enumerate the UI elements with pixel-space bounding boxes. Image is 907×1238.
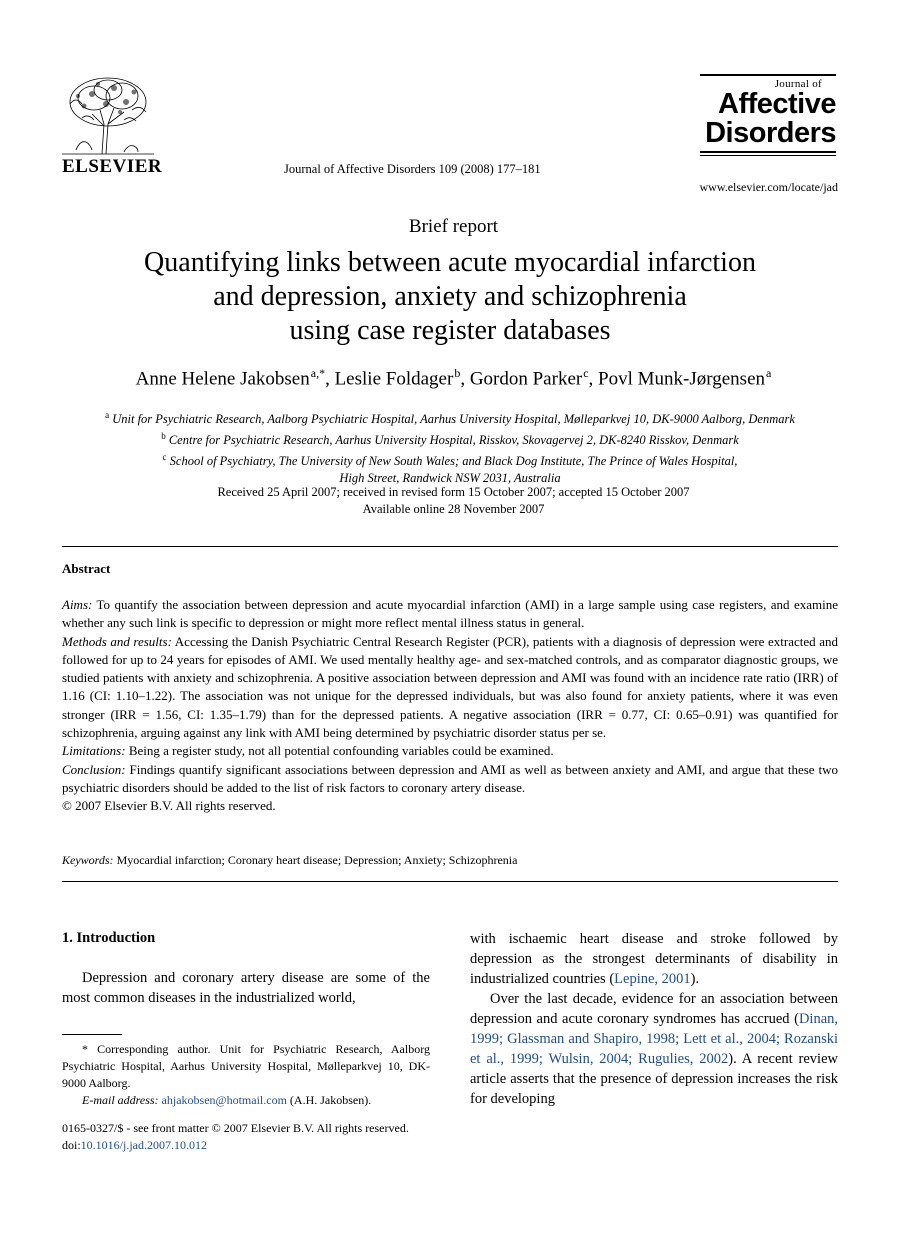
corresponding-author: * Corresponding author. Unit for Psychiatric Research, Aalborg Psychiatric Hospital, Aarhus University Hospital, Mølleparkvej 10, DK-9000 Aalborg. bbox=[62, 1042, 430, 1090]
doi-link[interactable]: 10.1016/j.jad.2007.10.012 bbox=[80, 1138, 207, 1152]
abstract-conclusion: Conclusion: Findings quantify significant associations between depression and AMI as well as between anxiety and AMI, and argue that these two psychiatric disorders should be added to the list of risk factors to coronary artery disease. bbox=[62, 761, 838, 795]
title-line: and depression, anxiety and schizophrenia bbox=[213, 281, 687, 312]
article-title bbox=[100, 246, 800, 348]
email-line: E-mail address: ahjakobsen@hotmail.com (A.H. Jakobsen). bbox=[82, 1093, 372, 1107]
abstract-aims: Aims: To quantify the association between depression and acute myocardial infarction (AMI) in a large sample using case registers, and examine whether any such link is specific to depression or might more reflect mental illness status in general. bbox=[62, 597, 838, 631]
author-name[interactable]: Povl Munk-Jørgensen bbox=[598, 368, 766, 390]
abstract-heading: Abstract bbox=[62, 561, 111, 576]
publisher-name: ELSEVIER bbox=[62, 156, 163, 177]
intro-paragraph: Depression and coronary artery disease are some of the most common diseases in the industrialized world, bbox=[62, 970, 430, 1006]
author-affil-sup: b bbox=[454, 366, 461, 380]
affiliations bbox=[60, 407, 840, 487]
affiliation-a: $^a$ Unit for Psychiatric Research, Aalborg Psychiatric Hospital, Aarhus University Hospital, Mølleparkvej 10, DK-9000 Aalborg, Denmark bbox=[105, 410, 795, 427]
keywords: Keywords: Myocardial infarction; Coronary heart disease; Depression; Anxiety; Schizophrenia bbox=[62, 853, 518, 867]
received-dates: Received 25 April 2007; received in revised form 15 October 2007; accepted 15 October 2007 bbox=[217, 485, 690, 499]
section-heading-introduction: 1. Introduction bbox=[62, 930, 156, 946]
article-dates bbox=[0, 484, 907, 518]
author-name[interactable]: Gordon Parker bbox=[469, 368, 583, 390]
citation-link[interactable]: Lepine, 2001 bbox=[614, 971, 691, 987]
email-link[interactable]: ahjakobsen@hotmail.com bbox=[161, 1093, 287, 1107]
abstract-body bbox=[62, 596, 838, 816]
journal-logo bbox=[700, 74, 836, 158]
author-affil-sup: a,* bbox=[310, 366, 326, 380]
doi-line: doi:10.1016/j.jad.2007.10.012 bbox=[62, 1138, 207, 1152]
author-list: Anne Helene Jakobsen $^{a,*}$, Leslie Foldager $^b$, Gordon Parker $^c$, Povl Munk-Jørgensen $^a$ bbox=[135, 366, 772, 390]
footnote bbox=[62, 1041, 430, 1109]
abstract-copyright: © 2007 Elsevier B.V. All rights reserved. bbox=[62, 798, 276, 814]
front-matter-line: 0165-0327/$ - see front matter © 2007 Elsevier B.V. All rights reserved. bbox=[62, 1121, 409, 1135]
right-column-text bbox=[470, 929, 838, 1109]
abstract-limitations: Limitations: Being a register study, not all potential confounding variables could be examined. bbox=[62, 743, 554, 759]
journal-logo-small: Journal of bbox=[774, 78, 822, 90]
intro-paragraph: Over the last decade, evidence for an association between depression and acute coronary syndromes has accrued (Dinan, 1999; Glassman and Shapiro, 1998; Lett et al., 2004; Rozanski et al., 1999; Wulsin, 2004; Rugulies, 2002). A recent review article asserts that the presence of depression increases the risk for developing bbox=[470, 991, 838, 1107]
author-affil-sup: a bbox=[766, 366, 772, 380]
footnote-rule bbox=[62, 1034, 122, 1035]
divider bbox=[62, 881, 838, 882]
abstract-methods: Methods and results: Accessing the Danish Psychiatric Central Research Register (PCR), patients with a diagnosis of depression were extracted and followed for up to 24 years for episodes of AMI. We used mentally healthy age- and sex-matched controls, and as comparator diagnostic groups, we studied patients with anxiety and schizophrenia. A positive association between depression and AMI was found with an incidence rate ratio (IRR) of 1.16 (CI: 1.10–1.22). The association was not unique for the depressed individuals, but was also found for anxiety patients, where it was even stronger (IRR = 1.56, CI: 1.35–1.79) than for the depressed patients. A negative association (IRR = 0.77, CI: 0.65–0.91) was quantified for schizophrenia, arguing against any link with AMI being determined by psychiatric disorder status per se. bbox=[62, 633, 838, 741]
journal-url[interactable]: www.elsevier.com/locate/jad bbox=[699, 180, 838, 194]
journal-citation: Journal of Affective Disorders 109 (2008) 177–181 bbox=[284, 162, 541, 176]
citation-link[interactable]: Dinan, 1999; Glassman and Shapiro, 1998; Lett et al., 2004; Rozanski et al., 1999; Wulsin, 2004; Rugulies, 2002 bbox=[470, 1011, 838, 1067]
intro-paragraph: with ischaemic heart disease and stroke followed by depression as the strongest determinants of disability in industrialized countries (Lepine, 2001). bbox=[470, 931, 838, 987]
article-type: Brief report bbox=[408, 216, 499, 237]
author-name[interactable]: Leslie Foldager bbox=[334, 368, 454, 390]
online-date: Available online 28 November 2007 bbox=[362, 502, 545, 516]
left-column-text bbox=[62, 968, 430, 1008]
title-line: Quantifying links between acute myocardial infarction bbox=[144, 247, 756, 278]
author-affil-sup: c bbox=[583, 366, 589, 380]
divider bbox=[62, 546, 838, 547]
affiliation-b: $^b$ Centre for Psychiatric Research, Aarhus University Hospital, Risskov, Skovagervej 2, DK-8240 Risskov, Denmark bbox=[161, 431, 739, 448]
author-name[interactable]: Anne Helene Jakobsen bbox=[135, 368, 310, 390]
journal-logo-line2: Disorders bbox=[705, 117, 836, 149]
affiliation-c: $^c$ School of Psychiatry, The University of New South Wales; and Black Dog Institute, The Prince of Wales Hospital, bbox=[162, 452, 738, 469]
title-line: using case register databases bbox=[289, 315, 611, 346]
journal-logo-line1: Affective bbox=[718, 88, 836, 120]
copyright-block bbox=[62, 1120, 409, 1154]
affiliation-c-cont: High Street, Randwick NSW 2031, Australia bbox=[339, 471, 561, 486]
